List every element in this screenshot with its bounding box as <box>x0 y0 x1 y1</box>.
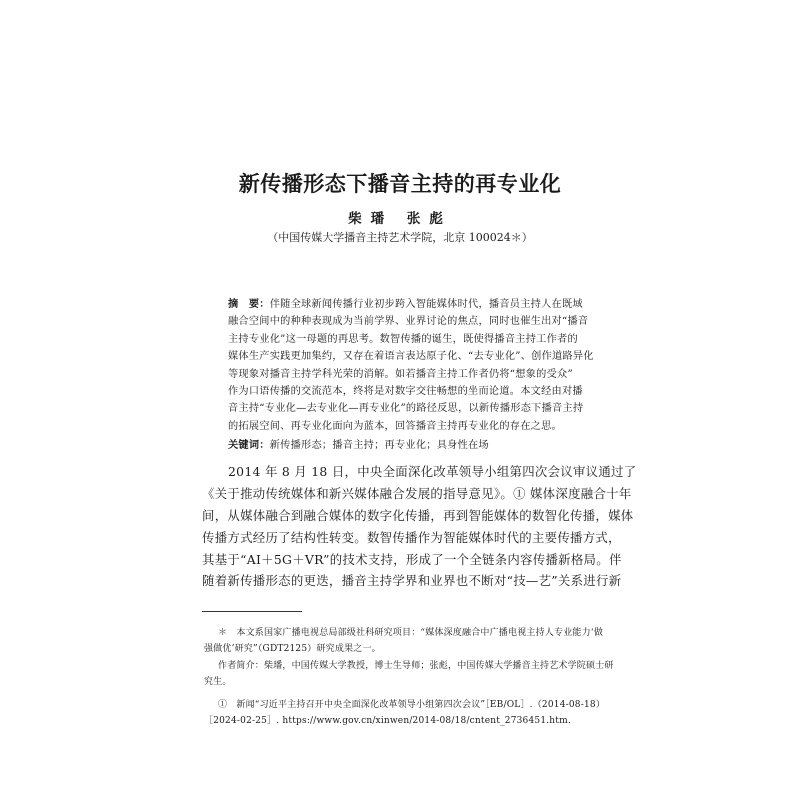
body-line: 其基于“AI＋5G＋VR”的技术支持，形成了一个全链条内容传播新格局。伴 <box>202 551 622 567</box>
abstract-line: 等现象对播音主持学科光荣的消解。如若播音主持工作者仍将“想象的受众” <box>228 368 573 380</box>
body-text <box>202 461 637 592</box>
keywords <box>228 436 608 451</box>
abstract-line: 的拓展空间、再专业化面向为蓝本，回答播音主持再专业化的存在之思。 <box>228 420 562 432</box>
footnote-author-line: 究生。 <box>204 677 232 688</box>
keywords-text: 新传播形态；播音主持；再专业化；具身性在场 <box>269 440 489 451</box>
footnote-fund-line: 强做优’研究”（GDT2125）研究成果之一。 <box>204 644 381 655</box>
body-line: 随着新传播形态的更迭，播音主持学界和业界也不断对“技—艺”关系进行新 <box>202 573 622 589</box>
footnote-reference-line: ① 新闻“习近平主持召开中央全面深化改革领导小组第四次会议”［EB/OL］.（2014-08-18） <box>218 699 606 710</box>
author-names: 柴璠 张彪 <box>348 211 452 227</box>
abstract-line: 融合空间中的种种表现成为当前学界、业界讨论的焦点，同时也催生出对“播音 <box>228 316 589 328</box>
body-line: 传播方式经历了结构性转变。数智传播作为智能媒体时代的主要传播方式， <box>202 529 621 545</box>
abstract <box>228 296 608 435</box>
abstract-text: 伴随全球新闻传播行业初步跨入智能媒体时代，播音员主持人在既域 <box>269 299 583 310</box>
footnote-author-line: 作者简介：柴璠，中国传媒大学教授，博士生导师；张彪，中国传媒大学播音主持艺术学院硕士研 <box>218 660 614 671</box>
abstract-line <box>228 296 608 313</box>
abstract-line: 音主持“专业化—去专业化—再专业化”的路径反思，以新传播形态下播音主持 <box>228 403 584 415</box>
paper-title: 新传播形态下播音主持的再专业化 <box>238 172 562 196</box>
body-line: 间，从媒体融合到融合媒体的数字化传播，再到智能媒体的数智化传播，媒体 <box>202 507 634 523</box>
body-line: 《关于推动传统媒体和新兴媒体融合发展的指导意见》。① 媒体深度融合十年 <box>202 485 632 501</box>
abstract-line: 主持专业化”这一母题的再思考。数智传播的诞生，既使得播音主持工作者的 <box>228 333 578 345</box>
footnote-fund-line: ＊ 本文系国家广播电视总局部级社科研究项目：“媒体深度融合中广播电视主持人专业能力‘做 <box>218 628 604 638</box>
footnote-reference-line: ［2024-02-25］. https://www.gov.cn/xinwen/2014-08/18/cntent_2736451.htm. <box>204 715 571 726</box>
footnote-divider <box>202 611 302 612</box>
abstract-label: 摘 要： <box>228 299 270 310</box>
abstract-line: 媒体生产实践更加集约，又存在着语言表达原子化、“去专业化”、创作道路异化 <box>228 351 594 363</box>
keywords-label: 关键词： <box>228 440 270 451</box>
footnotes <box>204 625 614 729</box>
abstract-line: 作为口语传播的交流范本，终将是对数字交往畅想的坐而论道。本文经由对播 <box>228 385 583 397</box>
body-line: 2014 年 8 月 18 日，中央全面深化改革领导小组第四次会议审议通过了 <box>228 464 637 479</box>
author-affiliation: （中国传媒大学播音主持艺术学院，北京 100024＊） <box>267 231 533 244</box>
